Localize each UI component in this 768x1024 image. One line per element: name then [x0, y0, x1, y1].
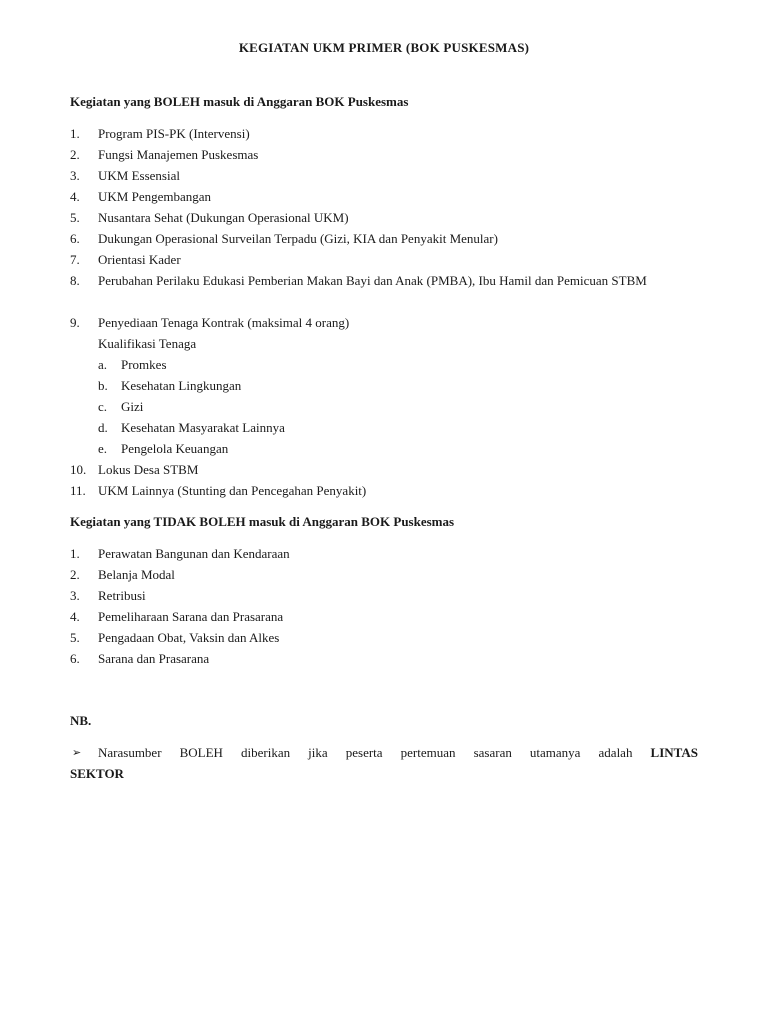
list-item: 2. Belanja Modal: [70, 567, 175, 582]
qualification-label: Kualifikasi Tenaga: [98, 336, 197, 351]
list-item: 4. Pemeliharaan Sarana dan Prasarana: [70, 609, 284, 624]
sub-list-item: e. Pengelola Keuangan: [98, 441, 229, 456]
allowed-heading: Kegiatan yang BOLEH masuk di Anggaran BOK Puskesmas: [70, 94, 409, 109]
forbidden-list: [70, 543, 700, 669]
sub-list-item: a. Promkes: [98, 357, 167, 372]
list-item: 1. Program PIS-PK (Intervensi): [70, 126, 250, 141]
list-item: 2. Fungsi Manajemen Puskesmas: [70, 147, 259, 162]
list-item: 3. UKM Essensial: [70, 168, 180, 183]
list-item: 9. Penyediaan Tenaga Kontrak (maksimal 4 orang): [70, 315, 350, 330]
sub-list-item: c. Gizi: [98, 399, 144, 414]
nb-note-emphasis-continued: SEKTOR: [70, 766, 124, 781]
document-title: KEGIATAN UKM PRIMER (BOK PUSKESMAS): [238, 40, 530, 55]
list-item: 1. Perawatan Bangunan dan Kendaraan: [70, 546, 290, 561]
nb-label: NB.: [70, 713, 92, 728]
list-item: 3. Retribusi: [70, 588, 146, 603]
forbidden-heading: Kegiatan yang TIDAK BOLEH masuk di Anggaran BOK Puskesmas: [70, 514, 455, 529]
list-item: 5. Pengadaan Obat, Vaksin dan Alkes: [70, 630, 280, 645]
nb-note-line: [98, 742, 698, 763]
list-item: 6. Dukungan Operasional Surveilan Terpadu (Gizi, KIA dan Penyakit Menular): [70, 231, 498, 246]
list-item: 8. Perubahan Perilaku Edukasi Pemberian Makan Bayi dan Anak (PMBA), Ibu Hamil dan Pemicuan STBM: [70, 273, 647, 288]
nb-note-emphasis: LINTAS: [650, 745, 698, 760]
arrow-bullet-icon: ➢: [72, 746, 82, 759]
allowed-list: [70, 123, 700, 501]
list-item: 4. UKM Pengembangan: [70, 189, 212, 204]
list-item: 11. UKM Lainnya (Stunting dan Pencegahan Penyakit): [70, 483, 367, 498]
list-item: 10. Lokus Desa STBM: [70, 462, 199, 477]
list-item: 5. Nusantara Sehat (Dukungan Operasional UKM): [70, 210, 349, 225]
list-item: 7. Orientasi Kader: [70, 252, 181, 267]
sub-list-item: d. Kesehatan Masyarakat Lainnya: [98, 420, 285, 435]
list-item: 6. Sarana dan Prasarana: [70, 651, 210, 666]
sub-list-item: b. Kesehatan Lingkungan: [98, 378, 242, 393]
nb-note-text: Narasumber BOLEH diberikan jika peserta pertemuan sasaran utamanya adalah: [98, 745, 633, 760]
